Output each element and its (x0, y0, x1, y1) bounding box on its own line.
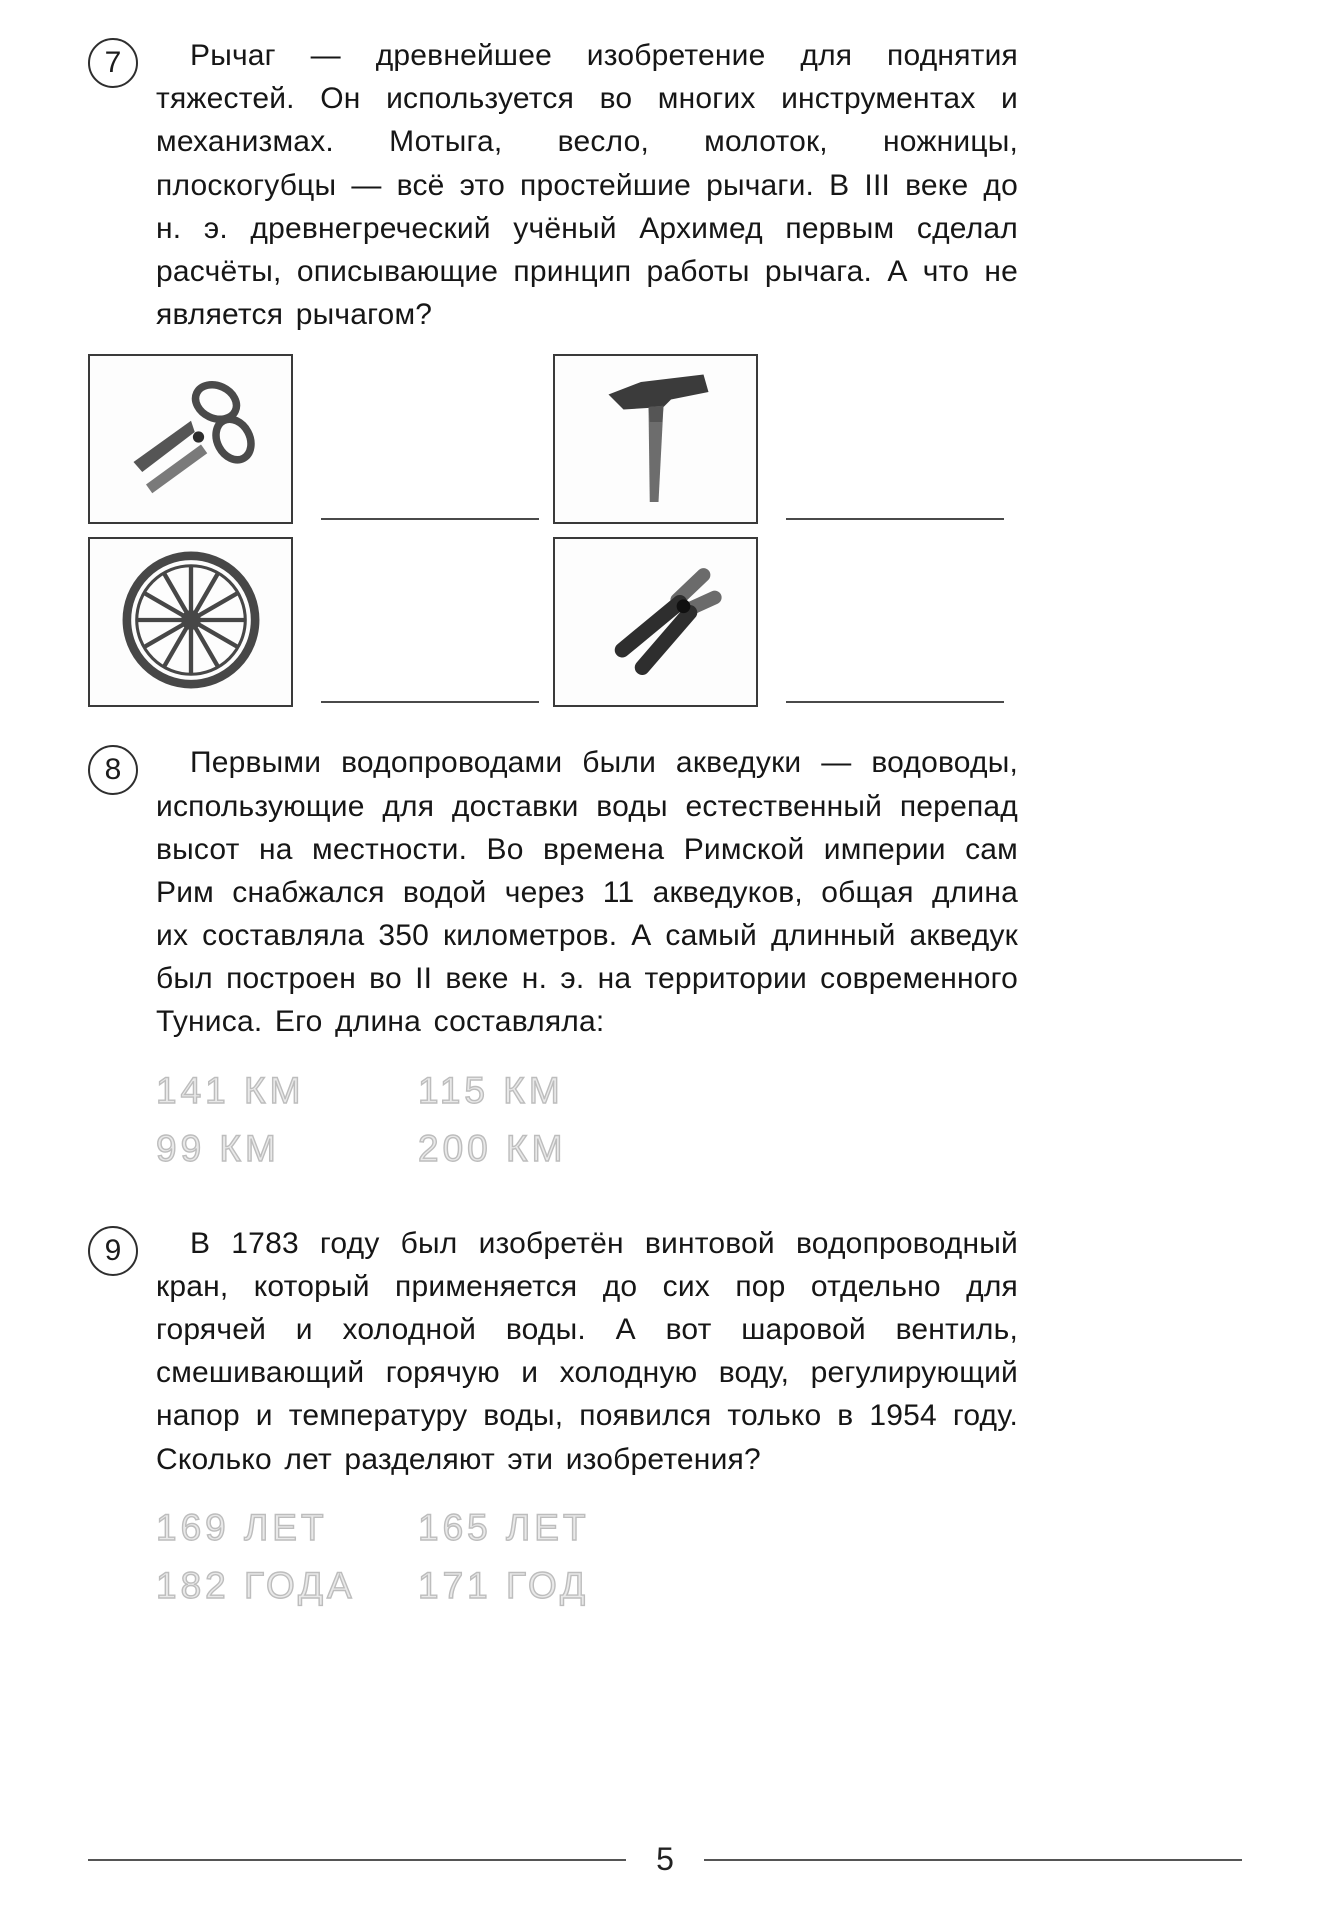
page-footer (88, 1841, 1242, 1878)
footer-rule-right (704, 1859, 1242, 1861)
answer-line-2 (786, 518, 1004, 520)
hammer-icon (581, 362, 731, 517)
question-9-text: В 1783 году был изобретён винтовой водопроводный кран, который применяется до сих пор отдельно для горячей и холодной воды. А вот шаровой вентиль, смешивающий горячую и холодную воду, регулирующий напор и температуру воды, появился только в 1954 году. Сколько лет разделяют эти изобретения? (156, 1226, 1018, 1476)
question-9-options (156, 1507, 1018, 1607)
scissors-image-box (88, 354, 293, 524)
wheel-image-box (88, 537, 293, 707)
footer-rule-left (88, 1859, 626, 1861)
question-7-text: Рычаг — древнейшее изобретение для поднятия тяжестей. Он используется во многих инструментах и механизмах. Мотыга, весло, молоток, ножницы, плоскогубцы — всё это простейшие рычаги. В III веке до н. э. древнегреческий учёный Архимед первым сделал расчёты, описывающие принцип работы рычага. А что не является рычагом? (156, 39, 1018, 332)
hammer-image-box (553, 354, 758, 524)
question-7-section (88, 34, 1018, 336)
question-7-number: 7 (88, 38, 138, 88)
answer-line-1 (321, 518, 539, 520)
answer-line-3 (321, 701, 539, 703)
wheel-icon (117, 546, 265, 699)
pliers-icon (581, 545, 731, 700)
question-9-option-4: 171 ГОД (418, 1564, 589, 1606)
question-8-section (88, 741, 1018, 1043)
answer-line-4 (786, 701, 1004, 703)
pliers-image-box (553, 537, 758, 707)
question-8-number: 8 (88, 745, 138, 795)
question-8-option-1: 141 КМ (156, 1069, 305, 1111)
page-number: 5 (656, 1841, 674, 1877)
question-8-option-2: 115 КМ (418, 1069, 564, 1111)
question-9-option-3: 182 ГОДА (156, 1564, 356, 1606)
scissors-icon (116, 362, 266, 517)
question-7-image-grid (88, 354, 1018, 707)
question-8-options (156, 1070, 1018, 1170)
question-9-section (88, 1222, 1018, 1481)
question-8-option-3: 99 КМ (156, 1127, 280, 1169)
question-8-option-4: 200 КМ (418, 1127, 567, 1169)
question-9-option-1: 169 ЛЕТ (156, 1506, 328, 1548)
question-9-number: 9 (88, 1226, 138, 1276)
question-9-option-2: 165 ЛЕТ (418, 1506, 590, 1548)
question-8-text: Первыми водопроводами были акведуки — водоводы, использующие для доставки воды естественный перепад высот на местности. Во времена Римской империи сам Рим снабжался водой через 11 акведуков, общая длина их составляла 350 километров. А самый длинный акведук был построен во II веке н. э. на территории современного Туниса. Его длина составляла: (156, 746, 1018, 1039)
